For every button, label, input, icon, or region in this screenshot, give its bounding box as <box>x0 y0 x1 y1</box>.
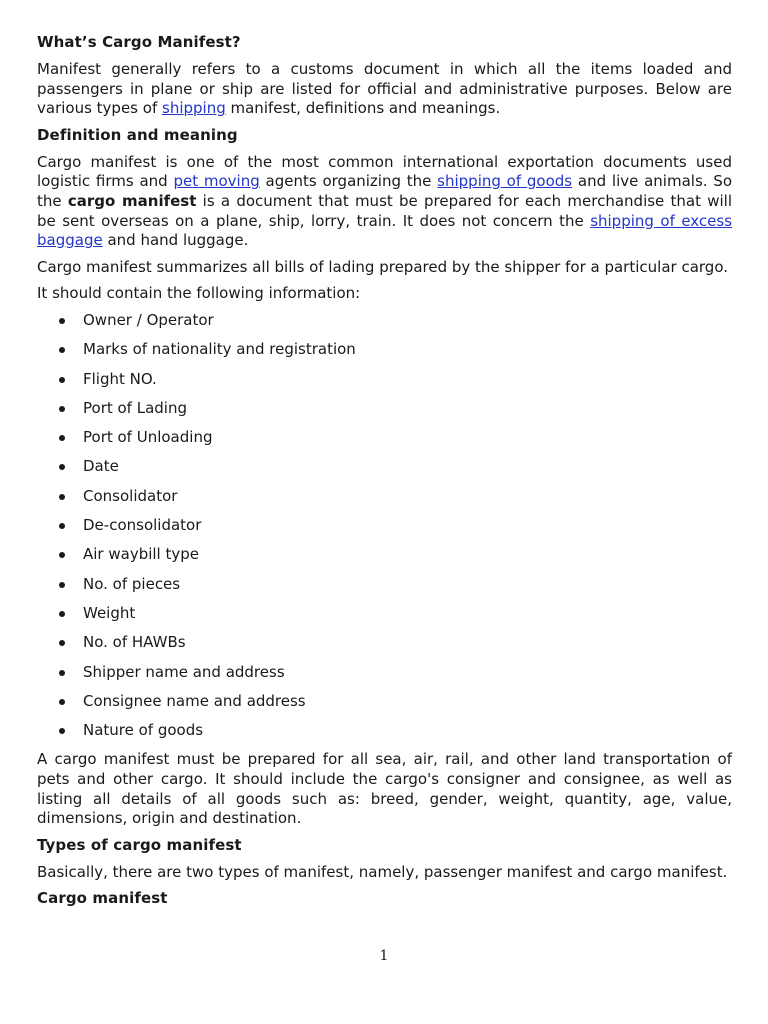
list-item: No. of HAWBs <box>37 633 732 652</box>
paragraph-definition-text-1: Cargo manifest is one of the most common international exportation documents used logistic firms and <box>37 152 732 191</box>
paragraph-list-intro: It should contain the following information: <box>37 284 361 303</box>
paragraph-definition-text-5: and hand luggage. <box>102 231 249 250</box>
heading-cargo-manifest: Cargo manifest <box>37 889 168 908</box>
list-item: Consignee name and address <box>37 692 732 711</box>
paragraph-definition <box>37 153 732 251</box>
bullet-icon <box>59 377 65 383</box>
bullet-icon <box>59 552 65 558</box>
heading-whats-cargo-manifest: What’s Cargo Manifest? <box>37 33 241 51</box>
list-item: Owner / Operator <box>37 311 732 330</box>
bullet-icon <box>59 494 65 500</box>
paragraph-intro <box>37 60 732 119</box>
list-item: Marks of nationality and registration <box>37 340 732 359</box>
link-shipping[interactable]: shipping <box>162 99 226 118</box>
list-item: Shipper name and address <box>37 663 732 682</box>
list-item: Nature of goods <box>37 721 732 740</box>
bullet-icon <box>59 435 65 441</box>
paragraph-summary: Cargo manifest summarizes all bills of lading prepared by the shipper for a particular cargo. <box>37 257 728 276</box>
bullet-icon <box>59 523 65 529</box>
heading-definition-and-meaning: Definition and meaning <box>37 125 238 144</box>
list-item: Date <box>37 457 732 476</box>
paragraph-definition-text-2: agents organizing the <box>259 172 438 191</box>
bullet-icon <box>59 582 65 588</box>
paragraph-types: Basically, there are two types of manifest, namely, passenger manifest and cargo manifest. <box>37 862 728 881</box>
information-list <box>37 311 732 740</box>
heading-types-of-cargo-manifest: Types of cargo manifest <box>37 835 242 854</box>
list-item: Port of Lading <box>37 399 732 418</box>
list-item: Flight NO. <box>37 370 732 389</box>
bullet-icon <box>59 699 65 705</box>
list-item: Consolidator <box>37 487 732 506</box>
bullet-icon <box>59 464 65 470</box>
paragraph-intro-text-2: manifest, definitions and meanings. <box>225 99 501 118</box>
bullet-icon <box>59 670 65 676</box>
page-number: 1 <box>379 948 389 964</box>
list-item: No. of pieces <box>37 575 732 594</box>
paragraph-definition-text-3: and live animals. So the <box>37 172 733 210</box>
bullet-icon <box>59 611 65 617</box>
link-shipping-of-excess-baggage[interactable]: shipping of excess baggage <box>37 211 733 250</box>
paragraph-definition-text-4: is a document that must be prepared for each merchandise that will be sent overseas on a plane, ship, lorry, train. It does not concern the <box>37 191 733 230</box>
paragraph-requirements: A cargo manifest must be prepared for all sea, air, rail, and other land transportation of pets and other cargo. It should include the cargo's consigner and consignee, as well as listing all details of all goods such as: breed, gender, weight, quantity, age, value, dimensions, origin and destination. <box>37 750 732 828</box>
bullet-icon <box>59 728 65 734</box>
bullet-icon <box>59 640 65 646</box>
link-shipping-of-goods[interactable]: shipping of goods <box>437 172 573 191</box>
bullet-icon <box>59 347 65 353</box>
list-item: Port of Unloading <box>37 428 732 447</box>
paragraph-intro-text-1: Manifest generally refers to a customs document in which all the items loaded and passengers in plane or ship are listed for official and administrative purposes. Below are various types of <box>37 60 732 118</box>
list-item: Air waybill type <box>37 545 732 564</box>
bullet-icon <box>59 406 65 412</box>
list-item: De-consolidator <box>37 516 732 535</box>
bullet-icon <box>59 318 65 324</box>
list-item: Weight <box>37 604 732 623</box>
link-pet-moving[interactable]: pet moving <box>173 172 260 191</box>
bold-cargo-manifest: cargo manifest <box>67 191 197 210</box>
